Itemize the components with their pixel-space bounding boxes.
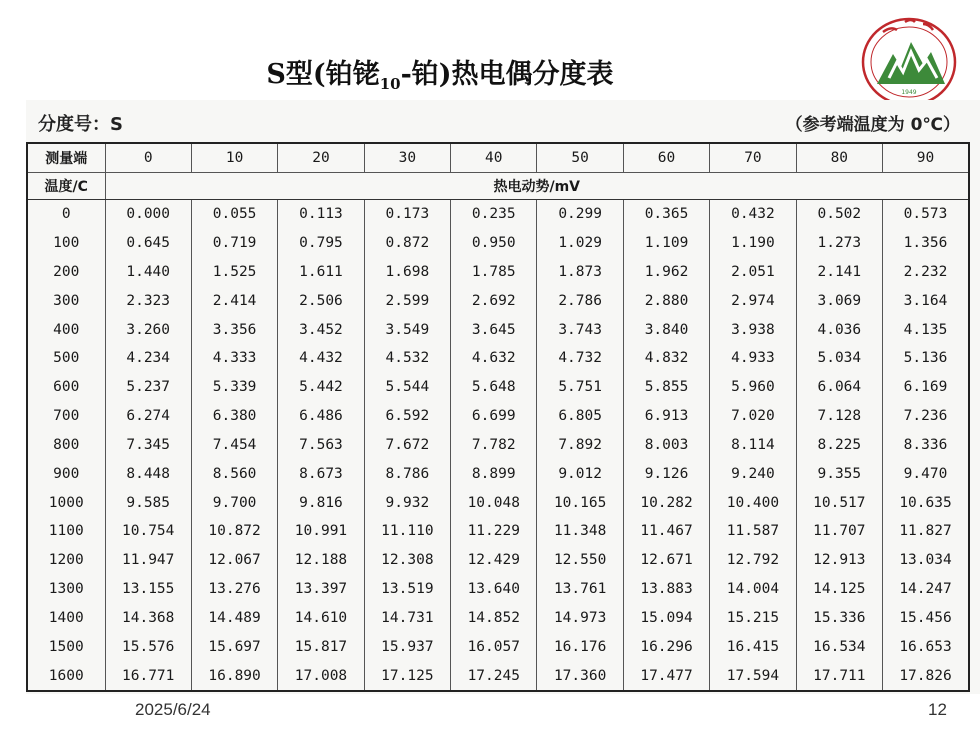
table-row (27, 459, 969, 488)
table-row (27, 286, 969, 315)
emf-value-cell: 7.672 (364, 431, 450, 460)
emf-value-cell: 13.761 (537, 575, 623, 604)
emf-value-cell: 4.036 (796, 315, 882, 344)
emf-value-cell: 0.113 (278, 200, 364, 229)
emf-value-cell: 5.648 (451, 373, 537, 402)
emf-value-cell: 3.938 (710, 315, 796, 344)
emf-value-cell: 14.852 (451, 603, 537, 632)
emf-value-cell: 15.937 (364, 632, 450, 661)
column-header: 0 (105, 143, 191, 173)
emf-value-cell: 5.339 (191, 373, 277, 402)
emf-value-cell: 12.429 (451, 546, 537, 575)
emf-value-cell: 9.012 (537, 459, 623, 488)
emf-value-cell: 3.356 (191, 315, 277, 344)
emf-value-cell: 1.190 (710, 229, 796, 258)
emf-value-cell: 11.707 (796, 517, 882, 546)
table-row (27, 632, 969, 661)
emf-value-cell: 17.245 (451, 661, 537, 691)
emf-value-cell: 2.051 (710, 258, 796, 287)
emf-value-cell: 16.890 (191, 661, 277, 691)
corner-header-bottom: 温度/C (27, 173, 105, 200)
row-temperature: 500 (27, 344, 105, 373)
emf-value-cell: 7.020 (710, 402, 796, 431)
emf-value-cell: 0.645 (105, 229, 191, 258)
emf-value-cell: 15.576 (105, 632, 191, 661)
emf-value-cell: 1.525 (191, 258, 277, 287)
emf-value-cell: 13.155 (105, 575, 191, 604)
emf-value-cell: 3.743 (537, 315, 623, 344)
emf-value-cell: 4.234 (105, 344, 191, 373)
emf-value-cell: 1.611 (278, 258, 364, 287)
emf-value-cell: 0.055 (191, 200, 277, 229)
row-temperature: 1300 (27, 575, 105, 604)
table-body (27, 200, 969, 692)
emf-value-cell: 9.126 (623, 459, 709, 488)
emf-value-cell: 14.004 (710, 575, 796, 604)
emf-value-cell: 2.599 (364, 286, 450, 315)
emf-value-cell: 9.355 (796, 459, 882, 488)
corner-header-top: 测量端 (27, 143, 105, 173)
row-temperature: 100 (27, 229, 105, 258)
emf-value-cell: 9.585 (105, 488, 191, 517)
emf-value-cell: 7.128 (796, 402, 882, 431)
emf-value-cell: 0.719 (191, 229, 277, 258)
emf-value-cell: 12.308 (364, 546, 450, 575)
column-header: 90 (883, 143, 969, 173)
column-header: 70 (710, 143, 796, 173)
emf-value-cell: 4.832 (623, 344, 709, 373)
emf-value-cell: 5.855 (623, 373, 709, 402)
emf-value-cell: 0.299 (537, 200, 623, 229)
unit-header-row (27, 173, 969, 200)
emf-value-cell: 14.489 (191, 603, 277, 632)
emf-value-cell: 0.872 (364, 229, 450, 258)
emf-value-cell: 12.913 (796, 546, 882, 575)
emf-value-cell: 8.899 (451, 459, 537, 488)
emf-value-cell: 6.805 (537, 402, 623, 431)
emf-unit-label: 热电动势/mV (105, 173, 969, 200)
emf-value-cell: 16.296 (623, 632, 709, 661)
emf-value-cell: 8.560 (191, 459, 277, 488)
emf-value-cell: 9.816 (278, 488, 364, 517)
column-header: 50 (537, 143, 623, 173)
emf-value-cell: 3.645 (451, 315, 537, 344)
emf-value-cell: 11.467 (623, 517, 709, 546)
emf-value-cell: 6.592 (364, 402, 450, 431)
column-header: 60 (623, 143, 709, 173)
emf-value-cell: 1.029 (537, 229, 623, 258)
column-header: 10 (191, 143, 277, 173)
emf-value-cell: 2.506 (278, 286, 364, 315)
title-prefix: S型(铂铑 (266, 59, 380, 90)
emf-value-cell: 3.164 (883, 286, 969, 315)
emf-value-cell: 0.365 (623, 200, 709, 229)
emf-value-cell: 11.348 (537, 517, 623, 546)
emf-value-cell: 4.632 (451, 344, 537, 373)
emf-value-cell: 17.008 (278, 661, 364, 691)
emf-value-cell: 0.502 (796, 200, 882, 229)
table-row (27, 431, 969, 460)
table-row (27, 603, 969, 632)
emf-value-cell: 14.368 (105, 603, 191, 632)
emf-value-cell: 6.064 (796, 373, 882, 402)
emf-value-cell: 1.698 (364, 258, 450, 287)
emf-value-cell: 7.454 (191, 431, 277, 460)
column-header: 30 (364, 143, 450, 173)
row-temperature: 900 (27, 459, 105, 488)
emf-value-cell: 1.356 (883, 229, 969, 258)
emf-value-cell: 17.360 (537, 661, 623, 691)
emf-value-cell: 2.323 (105, 286, 191, 315)
row-temperature: 1600 (27, 661, 105, 691)
emf-value-cell: 6.274 (105, 402, 191, 431)
university-logo (853, 12, 969, 112)
emf-value-cell: 4.135 (883, 315, 969, 344)
emf-value-cell: 10.400 (710, 488, 796, 517)
row-temperature: 200 (27, 258, 105, 287)
emf-value-cell: 5.136 (883, 344, 969, 373)
emf-value-cell: 6.169 (883, 373, 969, 402)
emf-value-cell: 10.048 (451, 488, 537, 517)
emf-value-cell: 2.414 (191, 286, 277, 315)
emf-value-cell: 13.276 (191, 575, 277, 604)
emf-value-cell: 6.380 (191, 402, 277, 431)
row-temperature: 400 (27, 315, 105, 344)
emf-value-cell: 12.188 (278, 546, 364, 575)
emf-value-cell: 1.273 (796, 229, 882, 258)
emf-value-cell: 9.932 (364, 488, 450, 517)
emf-value-cell: 10.517 (796, 488, 882, 517)
emf-value-cell: 17.125 (364, 661, 450, 691)
emf-value-cell: 8.225 (796, 431, 882, 460)
emf-value-cell: 1.440 (105, 258, 191, 287)
emf-value-cell: 7.345 (105, 431, 191, 460)
logo-year: 1949 (901, 89, 917, 96)
emf-value-cell: 10.754 (105, 517, 191, 546)
emf-value-cell: 10.991 (278, 517, 364, 546)
column-header-row (27, 143, 969, 173)
thermocouple-table (26, 142, 970, 692)
table-row (27, 373, 969, 402)
emf-value-cell: 12.550 (537, 546, 623, 575)
table-row (27, 575, 969, 604)
column-header: 20 (278, 143, 364, 173)
emf-value-cell: 8.786 (364, 459, 450, 488)
emf-value-cell: 14.247 (883, 575, 969, 604)
emf-value-cell: 0.950 (451, 229, 537, 258)
emf-value-cell: 0.432 (710, 200, 796, 229)
emf-value-cell: 12.671 (623, 546, 709, 575)
table-row (27, 258, 969, 287)
emf-value-cell: 4.333 (191, 344, 277, 373)
emf-value-cell: 14.731 (364, 603, 450, 632)
emf-value-cell: 12.067 (191, 546, 277, 575)
emf-value-cell: 0.000 (105, 200, 191, 229)
emf-value-cell: 0.173 (364, 200, 450, 229)
page-number: 12 (928, 700, 947, 719)
emf-value-cell: 7.563 (278, 431, 364, 460)
emf-value-cell: 7.782 (451, 431, 537, 460)
emf-value-cell: 4.532 (364, 344, 450, 373)
emf-value-cell: 1.109 (623, 229, 709, 258)
emf-value-cell: 10.635 (883, 488, 969, 517)
emf-value-cell: 6.699 (451, 402, 537, 431)
emf-value-cell: 8.673 (278, 459, 364, 488)
table-row (27, 229, 969, 258)
emf-value-cell: 16.653 (883, 632, 969, 661)
row-temperature: 1200 (27, 546, 105, 575)
emf-value-cell: 6.486 (278, 402, 364, 431)
slide-title (0, 52, 880, 93)
row-temperature: 800 (27, 431, 105, 460)
emf-value-cell: 4.432 (278, 344, 364, 373)
emf-value-cell: 13.883 (623, 575, 709, 604)
emf-value-cell: 16.176 (537, 632, 623, 661)
emf-value-cell: 17.826 (883, 661, 969, 691)
emf-value-cell: 5.237 (105, 373, 191, 402)
emf-value-cell: 2.880 (623, 286, 709, 315)
emf-value-cell: 5.751 (537, 373, 623, 402)
emf-value-cell: 10.282 (623, 488, 709, 517)
emf-value-cell: 0.795 (278, 229, 364, 258)
emf-value-cell: 11.110 (364, 517, 450, 546)
row-temperature: 1000 (27, 488, 105, 517)
emf-value-cell: 4.933 (710, 344, 796, 373)
emf-value-cell: 15.817 (278, 632, 364, 661)
emf-value-cell: 13.034 (883, 546, 969, 575)
emf-value-cell: 11.827 (883, 517, 969, 546)
emf-value-cell: 8.448 (105, 459, 191, 488)
emf-value-cell: 8.336 (883, 431, 969, 460)
emf-value-cell: 2.974 (710, 286, 796, 315)
emf-value-cell: 3.069 (796, 286, 882, 315)
emf-value-cell: 14.973 (537, 603, 623, 632)
title-suffix: -铂)热电偶分度表 (400, 59, 614, 90)
emf-value-cell: 14.610 (278, 603, 364, 632)
emf-value-cell: 16.415 (710, 632, 796, 661)
emf-value-cell: 7.236 (883, 402, 969, 431)
emf-value-cell: 11.229 (451, 517, 537, 546)
emf-value-cell: 16.534 (796, 632, 882, 661)
emf-value-cell: 17.594 (710, 661, 796, 691)
reference-temperature-note: （参考端温度为 0℃） (785, 115, 960, 135)
table-row (27, 315, 969, 344)
emf-value-cell: 16.057 (451, 632, 537, 661)
emf-value-cell: 2.141 (796, 258, 882, 287)
row-temperature: 0 (27, 200, 105, 229)
emf-value-cell: 17.711 (796, 661, 882, 691)
emf-value-cell: 3.452 (278, 315, 364, 344)
emf-value-cell: 1.785 (451, 258, 537, 287)
emf-value-cell: 10.165 (537, 488, 623, 517)
table-row (27, 344, 969, 373)
table-row (27, 488, 969, 517)
emf-value-cell: 4.732 (537, 344, 623, 373)
emf-value-cell: 2.692 (451, 286, 537, 315)
emf-value-cell: 15.336 (796, 603, 882, 632)
emf-value-cell: 7.892 (537, 431, 623, 460)
emf-value-cell: 3.260 (105, 315, 191, 344)
emf-value-cell: 13.519 (364, 575, 450, 604)
table-row (27, 402, 969, 431)
emf-value-cell: 9.470 (883, 459, 969, 488)
emf-value-cell: 5.034 (796, 344, 882, 373)
table-row (27, 661, 969, 691)
emf-value-cell: 0.573 (883, 200, 969, 229)
emf-value-cell: 15.094 (623, 603, 709, 632)
graduation-number: 分度号：S (38, 114, 123, 135)
emf-value-cell: 1.873 (537, 258, 623, 287)
emf-value-cell: 13.397 (278, 575, 364, 604)
emf-value-cell: 5.442 (278, 373, 364, 402)
row-temperature: 300 (27, 286, 105, 315)
column-header: 40 (451, 143, 537, 173)
emf-value-cell: 14.125 (796, 575, 882, 604)
emf-value-cell: 3.549 (364, 315, 450, 344)
row-temperature: 700 (27, 402, 105, 431)
emf-value-cell: 16.771 (105, 661, 191, 691)
row-temperature: 600 (27, 373, 105, 402)
emf-value-cell: 12.792 (710, 546, 796, 575)
footer-date: 2025/6/24 (135, 700, 211, 719)
emf-value-cell: 5.960 (710, 373, 796, 402)
emf-value-cell: 10.872 (191, 517, 277, 546)
emf-value-cell: 13.640 (451, 575, 537, 604)
emf-value-cell: 15.697 (191, 632, 277, 661)
emf-value-cell: 11.587 (710, 517, 796, 546)
emf-value-cell: 15.456 (883, 603, 969, 632)
emf-value-cell: 9.240 (710, 459, 796, 488)
emf-value-cell: 6.913 (623, 402, 709, 431)
emf-value-cell: 2.232 (883, 258, 969, 287)
emf-value-cell: 3.840 (623, 315, 709, 344)
row-temperature: 1400 (27, 603, 105, 632)
emf-value-cell: 2.786 (537, 286, 623, 315)
title-subscript: 10 (379, 75, 401, 93)
emf-value-cell: 8.114 (710, 431, 796, 460)
emf-value-cell: 1.962 (623, 258, 709, 287)
emf-value-cell: 0.235 (451, 200, 537, 229)
emf-value-cell: 15.215 (710, 603, 796, 632)
row-temperature: 1500 (27, 632, 105, 661)
emf-value-cell: 11.947 (105, 546, 191, 575)
row-temperature: 1100 (27, 517, 105, 546)
emf-value-cell: 8.003 (623, 431, 709, 460)
emf-value-cell: 17.477 (623, 661, 709, 691)
emf-value-cell: 9.700 (191, 488, 277, 517)
column-header: 80 (796, 143, 882, 173)
emf-value-cell: 5.544 (364, 373, 450, 402)
table-row (27, 546, 969, 575)
table-row (27, 517, 969, 546)
table-row (27, 200, 969, 229)
